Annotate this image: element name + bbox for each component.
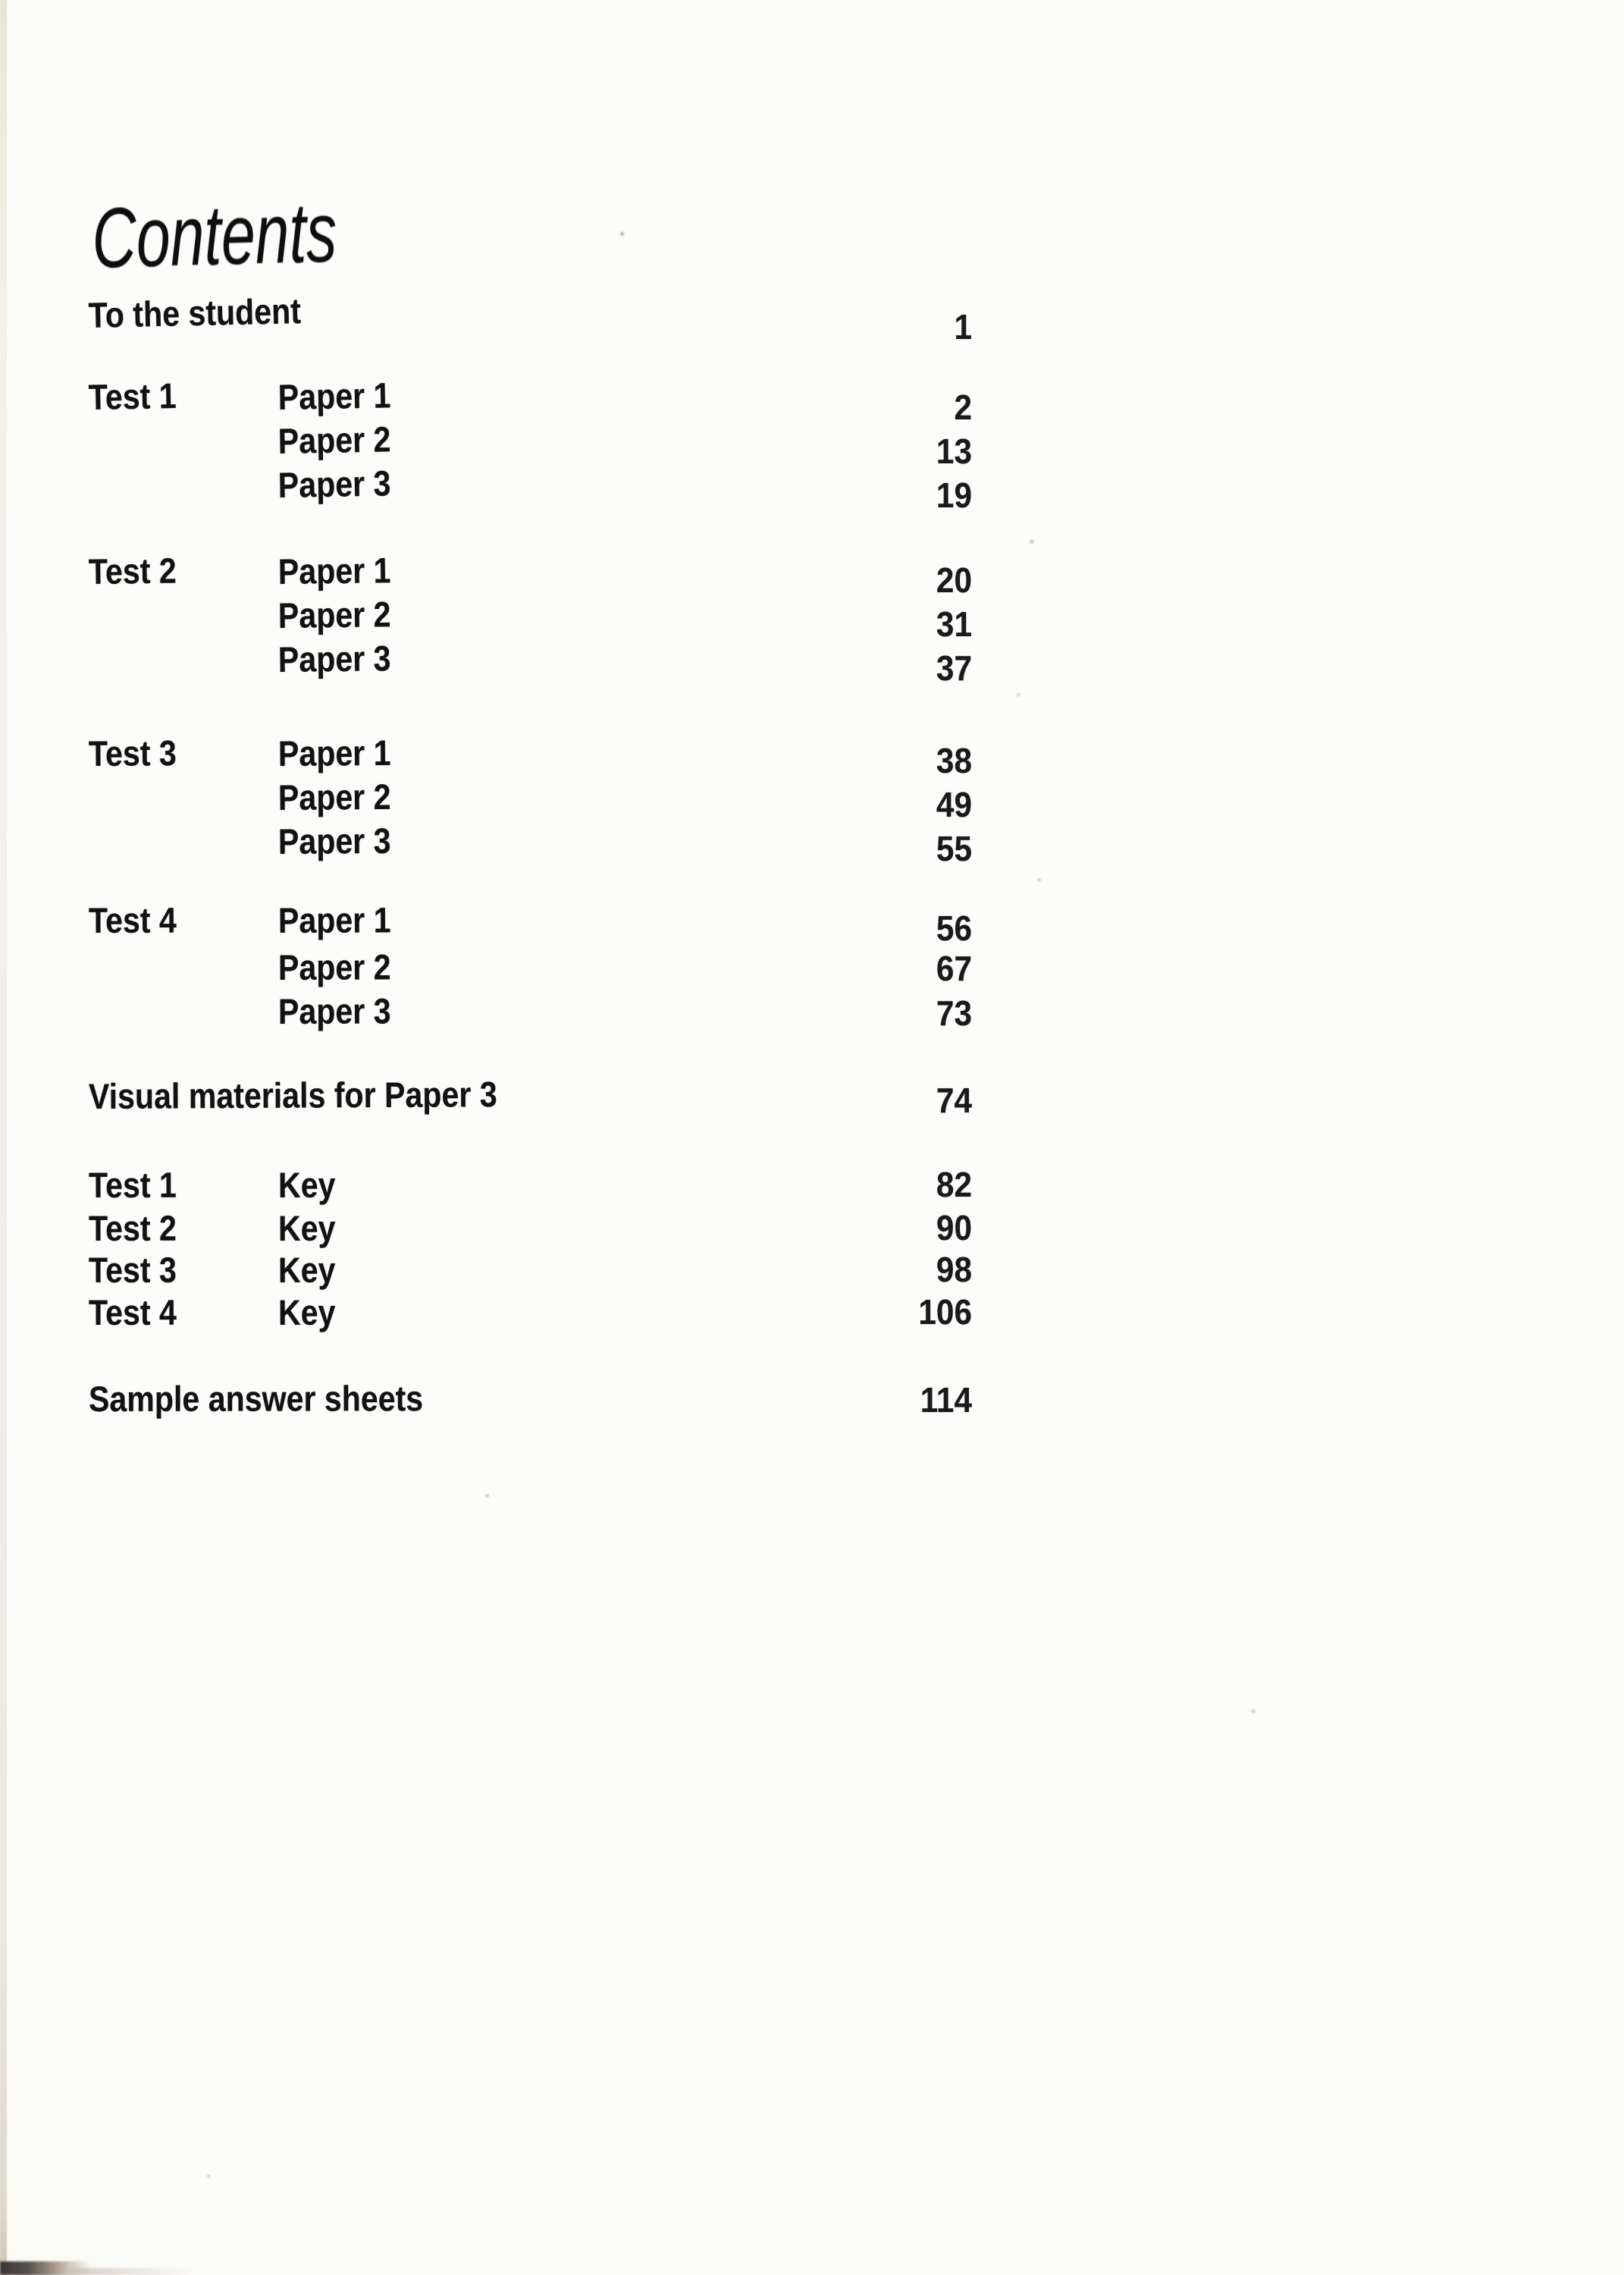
toc-item-label: Paper 3 [277,990,391,1031]
page-title: Contents [90,184,338,286]
toc-page-number: 114 [920,1380,972,1420]
toc-row [0,1378,1624,1422]
toc-section-label: Test 4 [88,1291,177,1332]
toc-row [0,1291,1624,1335]
toc-row [0,990,1624,1034]
toc-row [0,1074,1624,1120]
toc-row [0,375,1624,427]
toc-row [0,419,1624,471]
toc-page-number: 98 [936,1250,972,1289]
toc-row [0,1164,1624,1208]
toc-page-number: 73 [936,993,972,1033]
toc-page-number: 38 [936,741,972,780]
scan-speck [485,1494,489,1498]
scan-speck [1017,693,1020,696]
toc-section-label: Test 1 [88,1164,177,1205]
toc-item-label: Paper 3 [277,820,391,861]
toc-item-label: Key [277,1207,336,1248]
toc-page-number: 37 [936,648,972,688]
toc-row [0,463,1624,515]
toc-section-label: Test 2 [88,1207,177,1248]
toc-item-label: Paper 1 [277,550,391,592]
toc-page-number: 55 [936,829,972,868]
toc-section-label: Test 3 [88,1249,177,1290]
toc-page-number: 1 [954,307,972,347]
toc-page-number: 2 [954,388,972,427]
toc-page-number: 106 [918,1292,972,1332]
toc-item-label: Paper 3 [277,463,391,505]
toc-item-label: Key [277,1164,336,1205]
scan-speck [1037,878,1041,881]
toc-item-label: Paper 2 [277,594,391,635]
scan-speck [207,2175,210,2178]
toc-item-label: Paper 1 [277,899,391,940]
toc-row [0,732,1624,780]
toc-row [0,899,1624,948]
scan-left-edge [0,0,7,2275]
toc-page-number: 49 [936,785,972,824]
toc-row [0,1249,1624,1293]
toc-item-label: Paper 3 [277,638,391,679]
toc-item-label: Paper 2 [277,946,391,987]
toc-section-label: Test 2 [88,550,177,592]
toc-page-number: 67 [936,949,972,988]
toc-item-label: Key [277,1249,336,1290]
toc-item-label: Paper 2 [277,776,391,817]
toc-row [0,594,1624,644]
toc-page-number: 56 [936,908,972,948]
toc-row [0,638,1624,688]
toc-page-number: 90 [936,1208,972,1247]
toc-page-number: 20 [936,560,972,600]
toc-section-label: Test 4 [88,899,177,940]
toc-item-label: Key [277,1291,336,1332]
toc-page-number: 13 [936,431,972,471]
toc-row [0,776,1624,824]
toc-section-label: Sample answer sheets [88,1378,424,1419]
toc-section-label: Visual materials for Paper 3 [88,1074,497,1116]
toc-page-number: 31 [936,604,972,644]
toc-row [0,820,1624,868]
scan-speck [1251,1709,1256,1713]
toc-section-label: To the student [88,290,302,335]
toc-page-number: 74 [936,1081,972,1120]
toc-row [0,1207,1624,1251]
toc-section-label: Test 3 [88,733,177,774]
scan-speck [620,232,624,236]
toc-page-number: 19 [936,475,972,515]
toc-section-label: Test 1 [88,375,177,417]
toc-item-label: Paper 1 [277,732,391,774]
toc-row [0,550,1624,600]
toc-item-label: Paper 1 [277,375,391,417]
toc-row [0,290,1624,347]
toc-item-label: Paper 2 [277,419,391,461]
toc-page-number: 82 [936,1165,972,1204]
toc-row [0,946,1624,990]
scan-corner-smudge [0,2261,91,2275]
scan-speck [1030,540,1034,544]
